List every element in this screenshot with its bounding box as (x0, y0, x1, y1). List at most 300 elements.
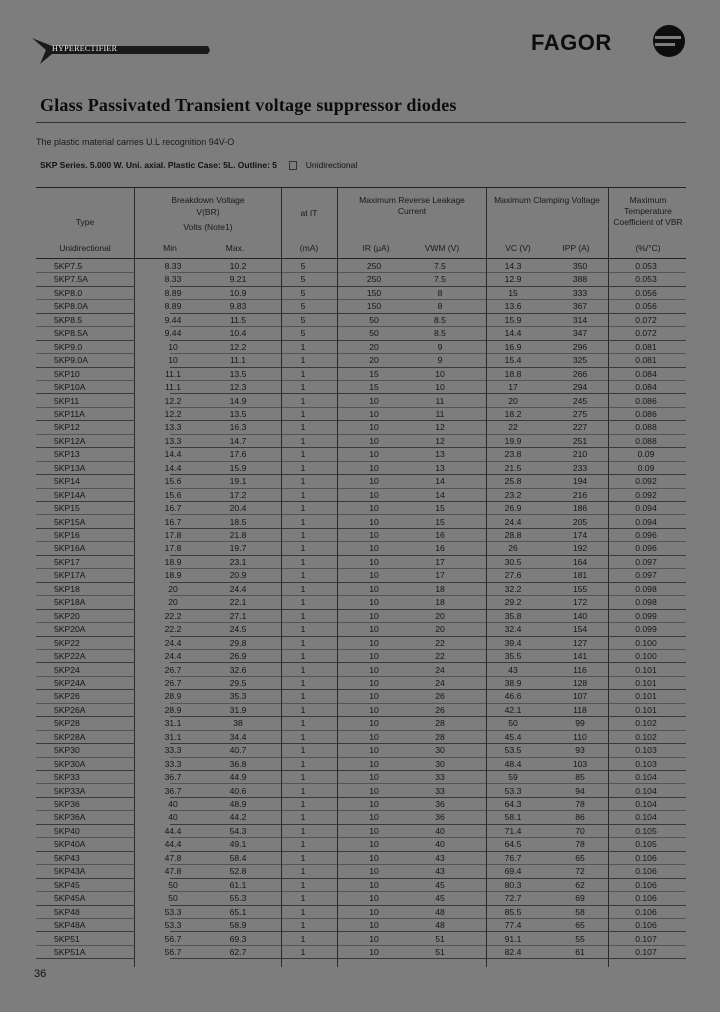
cell-ipp: 275 (572, 408, 588, 419)
cell-vc: 58.1 (504, 812, 522, 823)
cell-tc: 0.101 (635, 704, 657, 715)
cell-ir: 10 (369, 651, 379, 662)
row-rule (644, 958, 686, 959)
cell-tc: 0.106 (635, 906, 657, 917)
cell-vmin: 8.33 (164, 261, 182, 271)
cell-ipp: 85 (575, 772, 585, 783)
cell-ipp: 140 (572, 610, 588, 621)
cell-vwm: 10 (435, 382, 445, 393)
cell-ipp: 347 (572, 328, 588, 339)
cell-vc: 32.4 (504, 624, 522, 635)
header-ipp: IPP (A) (562, 243, 590, 253)
cell-it: 5 (300, 314, 306, 325)
cell-ipp: 61 (575, 946, 585, 957)
table-row (36, 892, 686, 905)
cell-ir: 10 (369, 704, 379, 715)
cell-it: 1 (300, 597, 306, 608)
cell-vwm: 15 (435, 503, 445, 514)
cell-type: 5KP26A (54, 704, 86, 715)
cell-tc: 0.096 (635, 530, 657, 540)
cell-vc: 85.5 (504, 906, 522, 917)
cell-it: 5 (300, 287, 306, 298)
cell-vmin: 11.1 (164, 382, 182, 393)
cell-vmin: 26.7 (164, 677, 182, 688)
cell-type: 5KP7.5A (54, 274, 88, 285)
cell-vc: 30.5 (504, 556, 522, 567)
cell-vmin: 13.3 (164, 422, 182, 433)
cell-vc: 42.1 (504, 704, 522, 715)
cell-type: 5KP8.0 (54, 287, 83, 298)
cell-vmin: 12.2 (164, 395, 182, 406)
cell-vmax: 54.3 (229, 825, 247, 836)
header-min: Min (163, 243, 177, 253)
cell-tc: 0.084 (635, 368, 657, 379)
header-breakdown: Breakdown Voltage (171, 195, 245, 205)
cell-vmin: 53.3 (164, 906, 182, 917)
cell-ir: 10 (369, 543, 379, 554)
cell-vwm: 11 (435, 408, 445, 419)
row-rule (170, 958, 317, 959)
cell-it: 1 (300, 516, 306, 527)
header-at-it: at IT (300, 208, 318, 218)
cell-vwm: 22 (435, 637, 445, 648)
cell-vwm: 24 (435, 664, 445, 675)
cell-tc: 0.106 (635, 852, 657, 863)
cell-ir: 15 (369, 382, 379, 393)
cell-vc: 91.1 (504, 933, 522, 944)
page-number: 36 (34, 968, 47, 980)
cell-it: 1 (300, 758, 306, 769)
cell-ir: 10 (369, 946, 379, 957)
cell-tc: 0.094 (635, 503, 657, 514)
cell-vmax: 44.2 (229, 812, 247, 823)
header-max: Max. (225, 243, 245, 253)
cell-vmax: 58.4 (229, 852, 247, 863)
table-row (36, 731, 686, 744)
header-temp-unit: (%/°C) (635, 243, 661, 253)
cell-vmin: 56.7 (164, 946, 182, 957)
table-row (36, 798, 686, 811)
cell-ir: 10 (369, 718, 379, 729)
cell-vc: 82.4 (504, 946, 522, 957)
cell-vc: 29.2 (504, 597, 522, 608)
cell-ipp: 350 (572, 261, 588, 271)
cell-ipp: 69 (575, 893, 585, 904)
cell-ir: 10 (369, 395, 379, 406)
cell-vc: 18.2 (504, 408, 522, 419)
table-row (36, 368, 686, 381)
row-rule (373, 958, 522, 959)
cell-ipp: 181 (572, 570, 588, 581)
cell-vwm: 14 (435, 476, 445, 487)
title-divider (36, 122, 686, 123)
cell-it: 1 (300, 731, 306, 742)
cell-ir: 10 (369, 893, 379, 904)
cell-vmin: 50 (168, 879, 178, 890)
cell-tc: 0.088 (635, 435, 657, 446)
cell-type: 5KP45 (54, 879, 80, 890)
cell-type: 5KP48A (54, 920, 86, 931)
cell-vmax: 32.6 (229, 664, 247, 675)
cell-it: 1 (300, 382, 306, 393)
cell-tc: 0.081 (635, 355, 657, 366)
cell-vmin: 18.9 (164, 570, 182, 581)
cell-type: 5KP20A (54, 624, 86, 635)
cell-it: 1 (300, 408, 306, 419)
cell-vc: 32.2 (504, 583, 522, 594)
table-row (36, 906, 686, 919)
cell-vc: 45.4 (504, 731, 522, 742)
cell-ipp: 192 (572, 543, 588, 554)
cell-tc: 0.098 (635, 583, 657, 594)
cell-tc: 0.086 (635, 408, 657, 419)
cell-vmax: 13.5 (229, 368, 247, 379)
cell-vc: 35.8 (504, 610, 522, 621)
cell-vc: 23.8 (504, 449, 522, 460)
cell-vmin: 44.4 (164, 839, 182, 850)
cell-ir: 20 (369, 341, 379, 352)
cell-vmin: 31.1 (164, 731, 182, 742)
cell-ir: 10 (369, 852, 379, 863)
cell-vc: 23.2 (504, 489, 522, 500)
cell-vwm: 20 (435, 624, 445, 635)
cell-it: 1 (300, 530, 306, 540)
cell-vwm: 18 (435, 583, 445, 594)
cell-tc: 0.098 (635, 597, 657, 608)
cell-vmax: 58.9 (229, 920, 247, 931)
cell-ir: 10 (369, 408, 379, 419)
header-unidirectional: Unidirectional (59, 243, 111, 253)
table-row (36, 569, 686, 582)
cell-ir: 10 (369, 583, 379, 594)
cell-it: 1 (300, 704, 306, 715)
cell-vc: 20 (508, 395, 518, 406)
cell-tc: 0.103 (635, 745, 657, 756)
cell-ir: 10 (369, 435, 379, 446)
cell-tc: 0.081 (635, 341, 657, 352)
cell-vmin: 15.6 (164, 489, 182, 500)
cell-vmax: 21.8 (229, 530, 247, 540)
cell-type: 5KP17A (54, 570, 86, 581)
cell-ipp: 174 (572, 530, 588, 540)
cell-ipp: 78 (575, 799, 585, 809)
cell-vc: 21.5 (504, 462, 522, 473)
cell-vwm: 20 (435, 610, 445, 621)
cell-type: 5KP36 (54, 799, 80, 809)
cell-vwm: 33 (435, 772, 445, 783)
table-row (36, 475, 686, 488)
cell-tc: 0.056 (635, 287, 657, 298)
cell-it: 5 (300, 261, 306, 271)
cell-tc: 0.084 (635, 382, 657, 393)
cell-type: 5KP51A (54, 946, 86, 957)
cell-tc: 0.072 (635, 328, 657, 339)
cell-ir: 10 (369, 691, 379, 702)
cell-type: 5KP30A (54, 758, 86, 769)
cell-vmax: 62.7 (229, 946, 247, 957)
cell-it: 1 (300, 772, 306, 783)
cell-vmin: 53.3 (164, 920, 182, 931)
cell-vmin: 44.4 (164, 825, 182, 836)
table-row (36, 327, 686, 340)
cell-it: 1 (300, 785, 306, 796)
cell-tc: 0.104 (635, 799, 657, 809)
series-option: Unidirectional (305, 160, 358, 170)
cell-it: 5 (300, 301, 306, 312)
table-row (36, 785, 686, 798)
cell-type: 5KP48 (54, 906, 80, 917)
cell-it: 1 (300, 839, 306, 850)
cell-vc: 53.5 (504, 745, 522, 756)
cell-type: 5KP30 (54, 745, 80, 756)
cell-vc: 24.4 (504, 516, 522, 527)
table-row (36, 287, 686, 300)
table-row (36, 596, 686, 609)
cell-vc: 16.9 (504, 341, 522, 352)
cell-ipp: 294 (572, 382, 588, 393)
table-row (36, 341, 686, 354)
cell-vwm: 43 (435, 852, 445, 863)
cell-it: 1 (300, 476, 306, 487)
cell-ipp: 205 (572, 516, 588, 527)
cell-vmin: 14.4 (164, 449, 182, 460)
cell-ipp: 93 (575, 745, 585, 756)
row-rule (522, 958, 644, 959)
table-row (36, 448, 686, 461)
table-row (36, 623, 686, 636)
cell-type: 5KP36A (54, 812, 86, 823)
cell-it: 1 (300, 395, 306, 406)
table-row (36, 758, 686, 771)
header-clamping: Maximum Clamping Voltage (494, 195, 600, 205)
cell-type: 5KP8.5A (54, 328, 88, 339)
cell-vwm: 30 (435, 745, 445, 756)
cell-vmax: 69.3 (229, 933, 247, 944)
cell-type: 5KP9.0 (54, 341, 83, 352)
cell-vc: 26 (508, 543, 518, 554)
cell-tc: 0.097 (635, 556, 657, 567)
cell-ipp: 367 (572, 301, 588, 312)
table-row (36, 946, 686, 959)
table-row (36, 489, 686, 502)
cell-ipp: 333 (572, 287, 588, 298)
cell-vmin: 8.89 (164, 301, 182, 312)
cell-ipp: 227 (572, 422, 588, 433)
header-temp: Maximum Temperature Coefficient of VBR (613, 195, 683, 227)
cell-it: 5 (300, 274, 306, 285)
cell-ir: 10 (369, 556, 379, 567)
table-row (36, 704, 686, 717)
cell-ipp: 266 (572, 368, 588, 379)
cell-vwm: 36 (435, 812, 445, 823)
cell-vwm: 8 (437, 301, 443, 312)
cell-type: 5KP14 (54, 476, 80, 487)
cell-vmax: 61.1 (229, 879, 247, 890)
cell-vwm: 18 (435, 597, 445, 608)
cell-vc: 27.6 (504, 570, 522, 581)
cell-vmin: 15.6 (164, 476, 182, 487)
table-row (36, 260, 686, 273)
cell-vwm: 12 (435, 435, 445, 446)
cell-ir: 10 (369, 530, 379, 540)
cell-ir: 10 (369, 664, 379, 675)
cell-vmax: 65.1 (229, 906, 247, 917)
cell-tc: 0.096 (635, 543, 657, 554)
cell-vmax: 12.3 (229, 382, 247, 393)
cell-ir: 10 (369, 503, 379, 514)
table-row (36, 408, 686, 421)
page-title: Glass Passivated Transient voltage suppressor diodes (40, 95, 457, 115)
cell-vwm: 33 (435, 785, 445, 796)
cell-vmin: 47.8 (164, 866, 182, 877)
cell-vwm: 40 (435, 825, 445, 836)
cell-vwm: 24 (435, 677, 445, 688)
cell-ir: 150 (366, 287, 382, 298)
table-row (36, 273, 686, 286)
cell-vc: 15 (508, 287, 518, 298)
cell-ipp: 194 (572, 476, 588, 487)
cell-tc: 0.099 (635, 610, 657, 621)
cell-vmax: 26.9 (229, 651, 247, 662)
cell-it: 1 (300, 355, 306, 366)
cell-tc: 0.107 (635, 933, 657, 944)
cell-vmax: 49.1 (229, 839, 247, 850)
table-row (36, 825, 686, 838)
cell-type: 5KP7.5 (54, 261, 83, 271)
cell-vc: 59 (508, 772, 518, 783)
cell-vwm: 28 (435, 731, 445, 742)
cell-vwm: 10 (435, 368, 445, 379)
cell-vmax: 11.5 (229, 314, 247, 325)
cell-vwm: 9 (437, 355, 443, 366)
cell-vc: 12.9 (504, 274, 522, 285)
cell-vmax: 10.2 (229, 261, 247, 271)
cell-ir: 10 (369, 825, 379, 836)
cell-vc: 69.4 (504, 866, 522, 877)
cell-vwm: 8.5 (434, 314, 446, 325)
cell-type: 5KP43A (54, 866, 86, 877)
cell-type: 5KP20 (54, 610, 80, 621)
cell-ir: 250 (366, 261, 382, 271)
cell-tc: 0.09 (637, 462, 655, 473)
cell-vmin: 20 (168, 597, 178, 608)
cell-ipp: 72 (575, 866, 585, 877)
cell-ipp: 172 (572, 597, 588, 608)
table-row (36, 462, 686, 475)
cell-vmax: 11.1 (229, 355, 247, 366)
cell-vmax: 44.9 (229, 772, 247, 783)
cell-ir: 10 (369, 677, 379, 688)
cell-vwm: 11 (435, 395, 445, 406)
cell-vc: 38.9 (504, 677, 522, 688)
cell-tc: 0.053 (635, 274, 657, 285)
cell-type: 5KP16 (54, 530, 80, 540)
cell-vwm: 30 (435, 758, 445, 769)
cell-type: 5KP15A (54, 516, 86, 527)
cell-tc: 0.053 (635, 261, 657, 271)
cell-vmin: 22.2 (164, 610, 182, 621)
cell-vc: 48.4 (504, 758, 522, 769)
cell-vmin: 16.7 (164, 516, 182, 527)
table-row (36, 811, 686, 824)
cell-it: 1 (300, 368, 306, 379)
cell-ir: 50 (369, 314, 379, 325)
cell-it: 1 (300, 677, 306, 688)
cell-vmin: 47.8 (164, 852, 182, 863)
cell-vmin: 20 (168, 583, 178, 594)
cell-vmax: 14.9 (229, 395, 247, 406)
table-row (36, 435, 686, 448)
cell-vmax: 29.5 (229, 677, 247, 688)
cell-vwm: 45 (435, 893, 445, 904)
banner-text: HYPERECTIFIER (52, 44, 118, 53)
cell-ipp: 55 (575, 933, 585, 944)
cell-vc: 15.9 (504, 314, 522, 325)
cell-it: 1 (300, 637, 306, 648)
cell-tc: 0.102 (635, 718, 657, 729)
table-row (36, 879, 686, 892)
cell-vmax: 9.83 (229, 301, 247, 312)
series-line (40, 160, 357, 170)
cell-ir: 10 (369, 906, 379, 917)
cell-ipp: 155 (572, 583, 588, 594)
cell-vc: 19.9 (504, 435, 522, 446)
cell-tc: 0.092 (635, 489, 657, 500)
cell-type: 5KP15 (54, 503, 80, 514)
cell-tc: 0.09 (637, 449, 655, 460)
header-breakdown-unit: Volts (Note1) (183, 222, 233, 232)
cell-type: 5KP22 (54, 637, 80, 648)
cell-type: 5KP24 (54, 664, 80, 675)
cell-it: 1 (300, 449, 306, 460)
cell-tc: 0.101 (635, 677, 657, 688)
cell-tc: 0.102 (635, 731, 657, 742)
header-it-unit: (mA) (299, 243, 319, 253)
cell-it: 1 (300, 624, 306, 635)
cell-vwm: 8 (437, 287, 443, 298)
cell-vwm: 28 (435, 718, 445, 729)
cell-ipp: 99 (575, 718, 585, 729)
cell-vmin: 36.7 (164, 785, 182, 796)
cell-it: 1 (300, 852, 306, 863)
cell-vc: 50 (508, 718, 518, 729)
cell-vc: 25.8 (504, 476, 522, 487)
cell-ipp: 116 (573, 664, 587, 675)
cell-ir: 50 (369, 328, 379, 339)
brand-name: FAGOR (531, 30, 612, 55)
cell-ipp: 186 (572, 503, 588, 514)
table-row (36, 677, 686, 690)
cell-type: 5KP45A (54, 893, 86, 904)
cell-it: 1 (300, 799, 306, 809)
cell-vwm: 40 (435, 839, 445, 850)
cell-vmax: 27.1 (229, 610, 247, 621)
cell-vc: 14.4 (504, 328, 522, 339)
cell-it: 1 (300, 933, 306, 944)
table-row (36, 300, 686, 313)
cell-type: 5KP12 (54, 422, 80, 433)
cell-ir: 10 (369, 422, 379, 433)
cell-vwm: 15 (435, 516, 445, 527)
cell-vmin: 16.7 (164, 503, 182, 514)
table-row (36, 583, 686, 596)
cell-ir: 150 (366, 301, 382, 312)
cell-ipp: 94 (575, 785, 585, 796)
table-row (36, 516, 686, 529)
cell-type: 5KP24A (54, 677, 86, 688)
cell-vc: 72.7 (504, 893, 522, 904)
cell-vwm: 8.5 (434, 328, 446, 339)
